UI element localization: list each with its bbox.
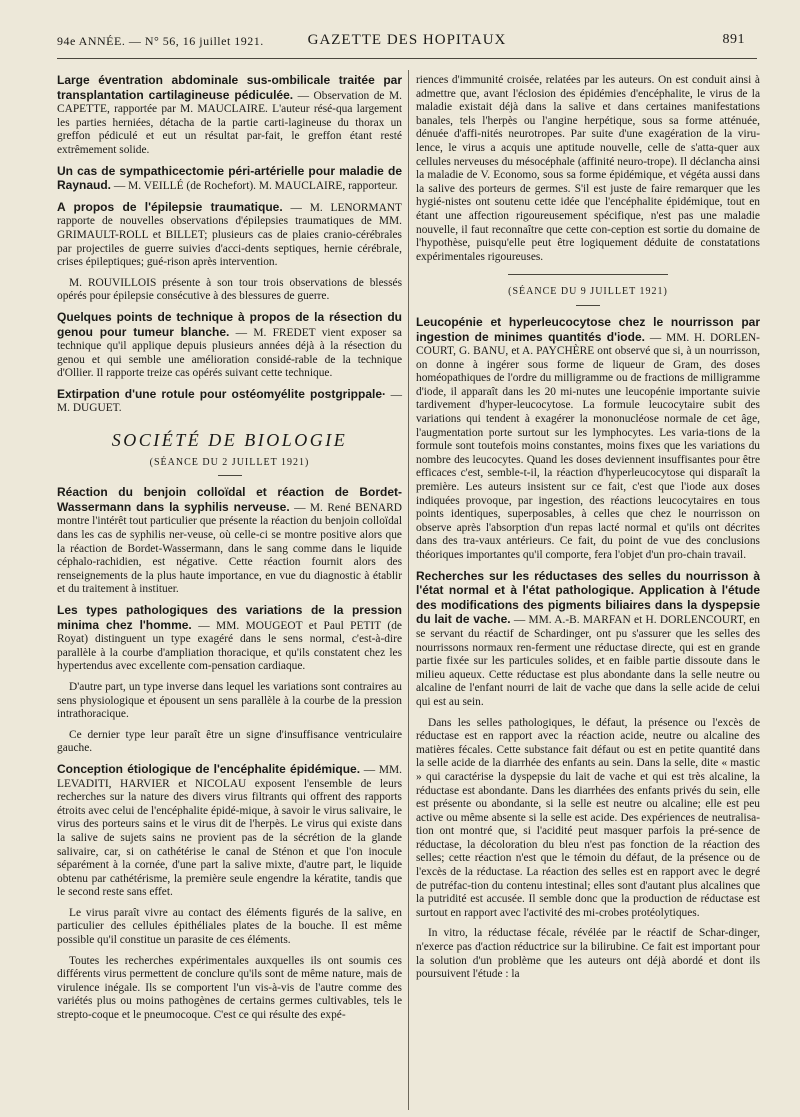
article-title: Les types pathologiques des variations de la pression minima chez l'homme. — [57, 603, 402, 632]
short-rule — [576, 305, 600, 306]
article-leucopenie — [416, 316, 760, 563]
article-body-paragraph: Ce dernier type leur paraît être un signe d'insuffisance ventriculaire gauche. — [57, 728, 402, 755]
article-body-paragraph: In vitro, la réductase fécale, révélée par le réactif de Schar-dinger, n'exerce pas d'action réductrice sur la bilirubine. Ce fait est important pour la solution d'un problème que les auteurs ont déjà abordé et dont ils poursuivent l'étude : la — [416, 927, 760, 981]
article-sympathicectomie — [57, 165, 402, 194]
article-benjoin — [57, 486, 402, 597]
article-pression-minima — [57, 604, 402, 674]
article-title: Leucopénie et hyperleucocytose chez le nourrisson par ingestion de minimes quantités d'iode. — [416, 314, 760, 344]
article-body-paragraph: D'autre part, un type inverse dans lequel les variations sont contraires au sens physiologique et épousent un sens parallèle à la courbe de la pression intrathoracique. — [57, 680, 402, 721]
seance-date: (SÉANCE DU 9 JUILLET 1921) — [508, 286, 668, 298]
article-body: — MM. MOUGEOT et Paul PETIT (de Royat) distinguent un type exagéré dans le sens normal, c'est-à-dire parallèle à la courbe d'ampliation thoracique, et qu'ils constatent chez les hypertendus avec excellente com-pensation cardiaque. — [57, 619, 402, 673]
article-title: Réaction du benjoin colloïdal et réaction de Bordet-Wassermann dans la syphilis nerveuse. — [57, 485, 402, 514]
article-body: — M. FREDET vient exposer sa technique qu'il applique depuis plusieurs années déjà à la résection du genou et qui semble une amélioration considé-rable de la technique d'Ollier. Il rapporte treize cas opérés suivant cette technique. — [57, 326, 402, 380]
article-title: Un cas de sympathicectomie péri-artérielle pour maladie de Raynaud. — [57, 163, 402, 193]
article-continuation: riences d'immunité croisée, relatées par les auteurs. On est conduit ainsi à admettre que, avant l'éclosion des épidémies d'encéphalite, le virus de la maladie existait déjà dans la salive et dans certaines manifestations banales, tels l'herpès ou l'angine herpétique, sous sa forme atténuée, dénuée d'affi-nités neurotropes. Par suite d'une exagération de la viru-lence, le virus a acquis une aptitude nouvelle, celle de s'atta-quer aux cellules nerveuses du mésocéphale (affinité neuro-trope). Il déclancha ainsi la maladie de V. Economo, sous sa forme épidémique, et végéta aussi dans la salive des porteurs de germes. S'il est juste de faire remarquer que les hygié-nistes ont soutenu cette idée que l'encéphalite épidémique, tout en étant une affection rigoureusement spécifique, n'est pas une maladie nouvelle, il faut reconnaître que cette con-ception est sortie du domaine de l'hypothèse, puisqu'elle peut être logiquement déduite de constatations expérimentales rigoureuses. — [416, 74, 760, 263]
article-reductases — [416, 570, 760, 710]
article-title: Conception étiologique de l'encéphalite épidémique. — [57, 761, 361, 776]
article-body: — MM. A.-B. MARFAN et H. DORLENCOURT, en se servant du réactif de Scharding​er, ont pu s'assurer que les selles des nourrissons normaux ren-ferment une réductase directe, qui est en grande partie fixée sur les particules solides, et en faible partie dissoute dans le milieu aqueux. Cette réductase est plus abondante dans la selle neutre ou alcaline de l'enfant nourri de lait de vache que dans la selle acide de celui qui est au sein. — [416, 614, 760, 708]
issue-info: 94e ANNÉE. — N° 56, 16 juillet 1921. — [57, 34, 264, 48]
journal-title: GAZETTE DES HOPITAUX — [307, 32, 507, 48]
article-body: — MM. H. DORLEN-COURT, G. BANU, et A. PAYCHÈRE ont observé que si, à un nourrisson, on donne à ingérer sous forme de liqueur de Gram, des doses homéopathiques de l'ordre du milligramme ou de fractions de milligramme d'iode, il apparaît dans les 20 mi-nutes une leucopénie importante suivie tardivement d'hyper-leucocytose. La formule leucocytaire subit des variations qui tendent à exagérer la mononucléose normale de cet âge, l'augmentation porte surtout sur les lymphocytes. Les varia-tions de la formule sont toutefois moins constantes, moins fixes que les variations du nombre des leucocytes. Quand les doses deviennent insuffisantes pour être efficaces c'est, semble-t-il, la réaction d'hyperleucocytose qui disparaît la première. Les auteurs insistent sur ce fait, c'est que l'iode aux doses indiquées provoque, par ingestion, des réactions leucocytaires en tous points identiques, superposables, à celles que chez le nourrisson on observe après l'absorption d'un repas lacté normal et qu'ils ont décrites dans des tra-vaux antérieurs. Ce fait, du point de vue des conclusions théoriques importantes qu'il comporte, fera l'objet d'un pro-chain travail. — [416, 331, 760, 561]
article-body-paragraph: M. ROUVILLOIS présente à son tour trois observations de blessés opérés pour épilepsie consécutive à des blessures de guerre. — [57, 276, 402, 303]
article-body: — MM. LEVADITI, HARVIER et NICOLAU exposent l'ensemble de leurs recherches sur la nature des divers virus filtrants qui offrent des rapports étroits avec celui de l'encéphalite épidé-mique, à savoir le virus salivaire, le virus des porteurs sains et le virus dit de l'herpès. Le virus qui existe dans la salive de sujets sains ne provient pas de la sécrétion de la glande salivaire, car, si on cathétérise le canal de Sténon et que l'on inocule séparément à la cornée, d'une part la salive mixte, d'autre part, le liquide obtenu par cathétérisme, la première seule engendre la kératite, tandis que le second reste sans effet. — [57, 763, 402, 899]
separator-rule — [508, 274, 668, 275]
article-title: A propos de l'épilepsie traumatique. — [57, 199, 283, 214]
article-title: Recherches sur les réductases des selles du nourrisson à l'état normal et à l'état pathologique. Application à l'étude des modifications des pigments biliaires dans la dyspepsie du lait de vache. — [416, 568, 760, 627]
article-title: Large éventration abdominale sus-ombilicale traitée par transplantation cartilagineuse pédiculée. — [57, 73, 402, 102]
article-body: — M. DUGUET. — [57, 388, 402, 415]
article-body-paragraph: Le virus paraît vivre au contact des éléments figurés de la salive, en particulier des cellules épithéliales plates de la bouche. Il est même possible qu'il constitue un parasite de ces éléments. — [57, 906, 402, 947]
article-body: — M. René BENARD montre l'intérêt tout particulier que présente la réaction du benjoin colloïdal dans les cas de syphilis ner-veuse, où celle-ci se montre positive alors que la réaction de Bordet-Wassermann, dans le sang comme dans le liquide céphalo-rachidien, est négative. Cette réaction fournit alors des renseignements de la plus haute importance, en vue du diagnostic à établir et du traitement à instituer. — [57, 501, 402, 596]
article-title: Quelques points de technique à propos de la résection du genou pour tumeur blanche. — [57, 309, 402, 339]
short-rule — [218, 475, 242, 476]
article-eventration — [57, 74, 402, 158]
article-encephalite — [57, 763, 402, 900]
section-title: SOCIÉTÉ DE BIOLOGIE — [111, 430, 348, 451]
article-rotule — [57, 388, 402, 416]
right-column — [416, 74, 760, 989]
header-rule — [57, 58, 757, 59]
column-divider — [408, 70, 409, 1110]
page-number: 891 — [722, 32, 745, 47]
article-body: — Observation de M. CAPETTE, rapportée par M. MAUCLAIRE. L'auteur résé-qua largement les parties herniées, détacha de la partie carti-lagineuse du thorax un greffon pédiculé et eut un résultat par-fait, le greffon étant resté extrêmement solide. — [57, 89, 402, 156]
article-body-paragraph: Toutes les recherches expérimentales auxquelles ils ont soumis ces différents virus permettent de conclure qu'ils sont de même nature, mais de virulence inégale. Ils se comportent l'un vis-à-vis de l'autre comme des variétés plus ou moins pathogènes de certains germes cultivables, tels le strepto-coque et le pneumocoque. C'est ce qui résulte des expé- — [57, 954, 402, 1022]
article-body-paragraph: Dans les selles pathologiques, le défaut, la présence ou l'excès de réductase est en rapport avec la réaction acide, neutre ou alcaline des matières fécales. Cette substance fait défaut ou est en petite quantité dans la selle acide de la diarrhée des enfants au sein. Dans la selle, dite « mastic » qui caractérise la dyspepsie du lait de vache et qui est très alcaline, la réductase est abondante. Dans les diarrhées des enfants privés du sein, elle est présente ou abondante, si la selle est neutre ou alcaline; elle est peu active ou même absente si la selle est acide. Des expériences de neutralisa-tion ont montré que, si l'acidité peut masquer parfois la pré-sence de réductase, la décoloration du bleu n'est pas fonction de la réaction des selles; cette réaction n'est que le témoin du défaut, de la présence ou de l'excès de la réductase. La réaction des selles est en rapport avec le degré de putréfac-tion du contenu intestinal; elles sont d'autant plus alcalines que la putridité est accusée. Il semble donc que la production de réductase est surtout en rapport avec l'activité des mi-crobes protéolytiques. — [416, 716, 760, 919]
article-title: Extirpation d'une rotule pour ostéomyélite postgrippale· — [57, 386, 386, 401]
left-column — [57, 74, 402, 1030]
article-resection-genou — [57, 311, 402, 381]
article-body: — M. VEILLÉ (de Rochefort). M. MAUCLAIRE, rapporteur. — [113, 180, 398, 193]
article-epilepsie — [57, 201, 402, 270]
article-body: — M. LENORMANT rapporte de nouvelles observations d'épilepsies traumatiques de MM. GRIMAULT-ROLL et BILLET; plusieurs cas de plaies cranio-cérébrales par projectiles de guerre suivies d'acci-dents septiques, hernie cérébrale, crises épileptiques; gué-rison après intervention. — [57, 201, 402, 269]
seance-date: (SÉANCE DU 2 JUILLET 1921) — [149, 456, 310, 468]
page-header — [57, 30, 757, 52]
